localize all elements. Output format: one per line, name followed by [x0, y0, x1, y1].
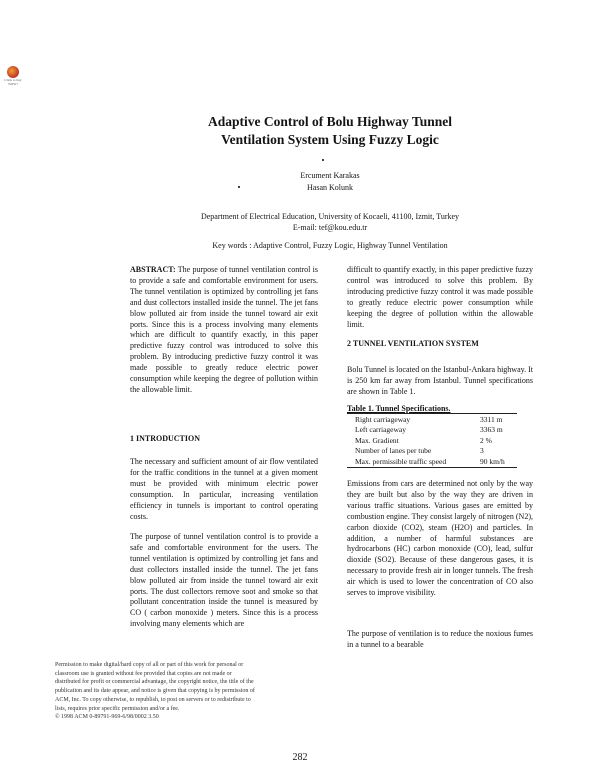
footnote-line: ACM, Inc. To copy otherwise, to republish, to post on servers or to redistribute to: [55, 696, 251, 703]
footnote-line: distributed for profit or commercial advantage, the copyright notice, the title of the: [55, 679, 254, 686]
table-cell-value: 2 %: [479, 435, 492, 445]
table-cell-value: 90 km/h: [479, 456, 505, 466]
paper-title: [150, 113, 510, 149]
scan-dot: [238, 186, 240, 188]
table-row: [347, 446, 517, 457]
table-row: [347, 456, 517, 467]
scan-dot: [322, 159, 324, 161]
author-1: Ercument Karakas: [300, 171, 360, 180]
table-cell-label: Max. permissible traffic speed: [355, 456, 447, 466]
table-cell-label: Right carriageway: [355, 414, 411, 424]
affiliation-line-1: Department of Electrical Education, University of Kocaeli, 41100, Izmit, Turkey: [200, 212, 460, 221]
section-2-paragraph-3: The purpose of ventilation is to reduce the noxious fumes in a tunnel to a bearable: [347, 629, 533, 649]
table-row: [347, 425, 517, 436]
table-cell-value: 3: [479, 446, 484, 456]
page-number: 282: [292, 752, 308, 763]
abstract-continued: difficult to quantify exactly, in this paper predictive fuzzy control was introduced to solve this problem. By introducing predictive fuzzy control it was made possible to greatly reduce electric power consumption while keeping the degree of pollution within the allowable limit.: [347, 265, 533, 329]
author-2: Hasan Kolunk: [307, 183, 353, 192]
spec-table: [347, 413, 517, 468]
intro-paragraph-2: The purpose of tunnel ventilation control is to provide a safe and comfortable environment for the users. The tunnel ventilation is optimized by controlling jet fans and dust collectors installed inside the tunnel. The jet fans blow polluted air from inside the tunnel toward air exit ports. The dust collectors remove soot and smoke so that pollutant concentration inside the tunnel is measured by CO ( carbon monoxide ) meters. Since this is a process involving many elements which are: [130, 532, 318, 629]
affiliation: [140, 211, 520, 233]
table-cell-value: 3311 m: [479, 414, 503, 424]
keywords: Key words : Adaptive Control, Fuzzy Logic, Highway Tunnel Ventilation: [212, 241, 448, 250]
footnote-line: classroom use is granted without fee provided that copies are not made or: [55, 670, 232, 677]
footnote-line: lists, requires prior specific permission and/or a fee.: [55, 705, 180, 712]
copyright-footnote: [55, 661, 335, 722]
table-caption: Table 1. Tunnel Specifications.: [347, 404, 451, 413]
section-2-heading: 2 TUNNEL VENTILATION SYSTEM: [347, 339, 479, 348]
table-cell-label: Max. Gradient: [355, 435, 399, 445]
logo-text: Click to buy NOW!: [4, 78, 22, 86]
footnote-line: publication and its date appear, and notice is given that copying is by permission of: [55, 688, 255, 695]
abstract-label: ABSTRACT:: [130, 265, 176, 274]
author-list: [230, 170, 430, 194]
table-row: [347, 414, 517, 425]
title-line-1: Adaptive Control of Bolu Highway Tunnel: [208, 114, 452, 129]
tunnel-spec-table: [347, 404, 517, 468]
section-2-paragraph-2: Emissions from cars are determined not only by the way they are built but also by the way they are driven in various traffic situations. Various gases are emitted by combustion engine. They consist largely of nitrogen (N2), carbon dioxide (CO2), steam (H2O) and particles. In addition, a number of harmful substances are hydrocarbons (HC) carbon monoxide (CO), lead, sulfur dioxide (SO2). Because of these dangerous gases, it is necessary to provide fresh air in longer tunnels. The fresh air which is used to lower the concentration of CO also serves to improve visibility.: [347, 479, 533, 598]
affiliation-email: E-mail: tef@kou.edu.tr: [292, 223, 368, 232]
table-cell-value: 3363 m: [479, 425, 503, 435]
abstract-text: The purpose of tunnel ventilation control is to provide a safe and comfortable environment for users. The tunnel ventilation is optimized by controlling jet fans and dust collectors installed inside the tunnel. The jet fans blow polluted air from inside the tunnel toward air exit ports. Since this is a process involving many elements which are difficult to quantify exactly, in this paper predictive fuzzy control was introduced to solve this problem. By introducing predictive fuzzy control it was made possible to greatly reduce electric power consumption while keeping the degree of pollution within the allowable limit.: [130, 265, 318, 394]
table-cell-label: Left carriageway: [355, 425, 407, 435]
footnote-line: Permission to make digital/hard copy of all or part of this work for personal or: [55, 662, 244, 668]
section-2-paragraph-1: Bolu Tunnel is located on the Istanbul-Ankara highway. It is 250 km far away from Istanbul. Tunnel specifications are shown in Table 1.: [347, 365, 533, 396]
logo-emblem-icon: [7, 66, 19, 78]
table-cell-label: Number of lanes per tube: [355, 446, 432, 456]
abstract: [130, 265, 318, 396]
title-line-2: Ventilation System Using Fuzzy Logic: [221, 132, 439, 147]
intro-paragraph-1: The necessary and sufficient amount of air flow ventilated for the traffic conditions in the tunnel at a given moment must be provided with minimum electric power consumption. In particular, increasing ventilation efficiency in tunnels is important to control operating costs.: [130, 457, 318, 521]
table-row: [347, 435, 517, 446]
section-1-heading: 1 INTRODUCTION: [130, 434, 201, 443]
footnote-line: © 1998 ACM 0-89791-969-6/98/0002 3.50: [55, 714, 159, 721]
buy-now-logo[interactable]: [2, 66, 24, 96]
